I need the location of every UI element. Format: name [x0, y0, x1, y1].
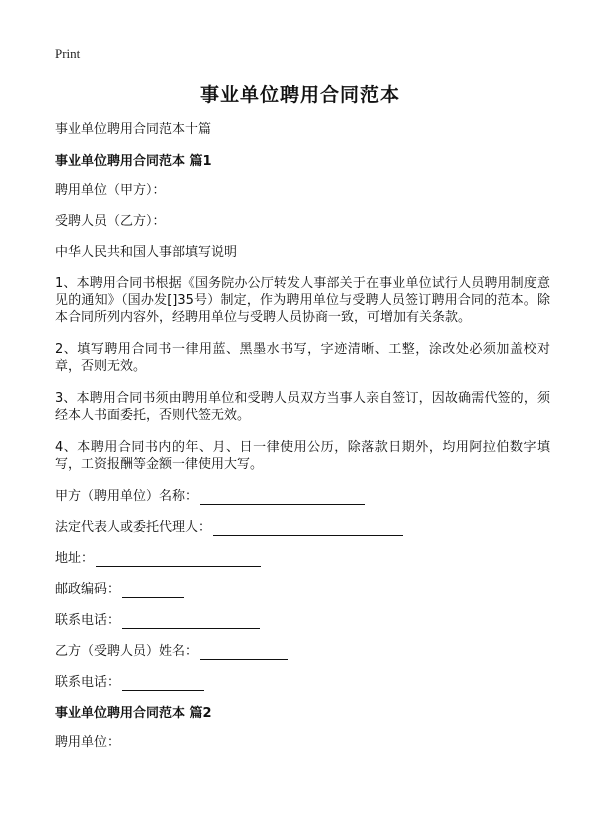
- party-a-line: 聘用单位（甲方）：: [55, 183, 166, 198]
- document-body: [55, 121, 550, 765]
- section-2-heading: 事业单位聘用合同范本 篇2: [55, 706, 212, 721]
- legal-rep-label: 法定代表人或委托代理人：: [55, 520, 212, 535]
- phone-a-field: [55, 612, 550, 629]
- address-blank[interactable]: [96, 552, 261, 567]
- employer-name-field: [55, 488, 550, 505]
- phone-b-field: [55, 674, 550, 691]
- employee-name-field: [55, 643, 550, 660]
- print-label: Print: [55, 46, 81, 61]
- instruction-item: 3、本聘用合同书须由聘用单位和受聘人员双方当事人亲自签订，因故确需代签的，须经本人书面委托，否则代签无效。: [55, 391, 550, 423]
- instruction-item: 2、填写聘用合同书一律用蓝、黑墨水书写，字迹清晰、工整，涂改处必须加盖校对章，否则无效。: [55, 342, 550, 374]
- phone-b-blank[interactable]: [122, 676, 204, 691]
- postal-code-label: 邮政编码：: [55, 582, 121, 597]
- phone-a-label: 联系电话：: [55, 613, 121, 628]
- instruction-item: 1、本聘用合同书根据《国务院办公厅转发人事部关于在事业单位试行人员聘用制度意见的通知》（国办发[]35号）制定，作为聘用单位与受聘人员签订聘用合同的范本。除本合同所列内容外，经聘用单位与受聘人员协商一致，可增加有关条款。: [55, 276, 550, 325]
- address-label: 地址：: [55, 551, 95, 566]
- document-title: 事业单位聘用合同范本: [199, 84, 400, 106]
- instruction-item: 4、本聘用合同书内的年、月、日一律使用公历，除落款日期外，均用阿拉伯数字填写，工资报酬等金额一律使用大写。: [55, 440, 550, 472]
- section-1-heading: 事业单位聘用合同范本 篇1: [55, 154, 212, 169]
- instructions-heading: 中华人民共和国人事部填写说明: [55, 245, 238, 260]
- party-b-line: 受聘人员（乙方）：: [55, 214, 166, 229]
- postal-code-field: [55, 581, 550, 598]
- employee-name-label: 乙方（受聘人员）姓名：: [55, 644, 199, 659]
- document-subtitle: 事业单位聘用合同范本十篇: [55, 122, 212, 137]
- legal-rep-field: [55, 519, 550, 536]
- legal-rep-blank[interactable]: [213, 521, 403, 536]
- phone-a-blank[interactable]: [122, 614, 260, 629]
- employer-name-blank[interactable]: [200, 490, 365, 505]
- section-2-first-line: 聘用单位：: [55, 735, 121, 750]
- address-field: [55, 550, 550, 567]
- employee-name-blank[interactable]: [200, 645, 288, 660]
- employer-name-label: 甲方（聘用单位）名称：: [55, 489, 199, 504]
- postal-code-blank[interactable]: [122, 583, 184, 598]
- phone-b-label: 联系电话：: [55, 675, 121, 690]
